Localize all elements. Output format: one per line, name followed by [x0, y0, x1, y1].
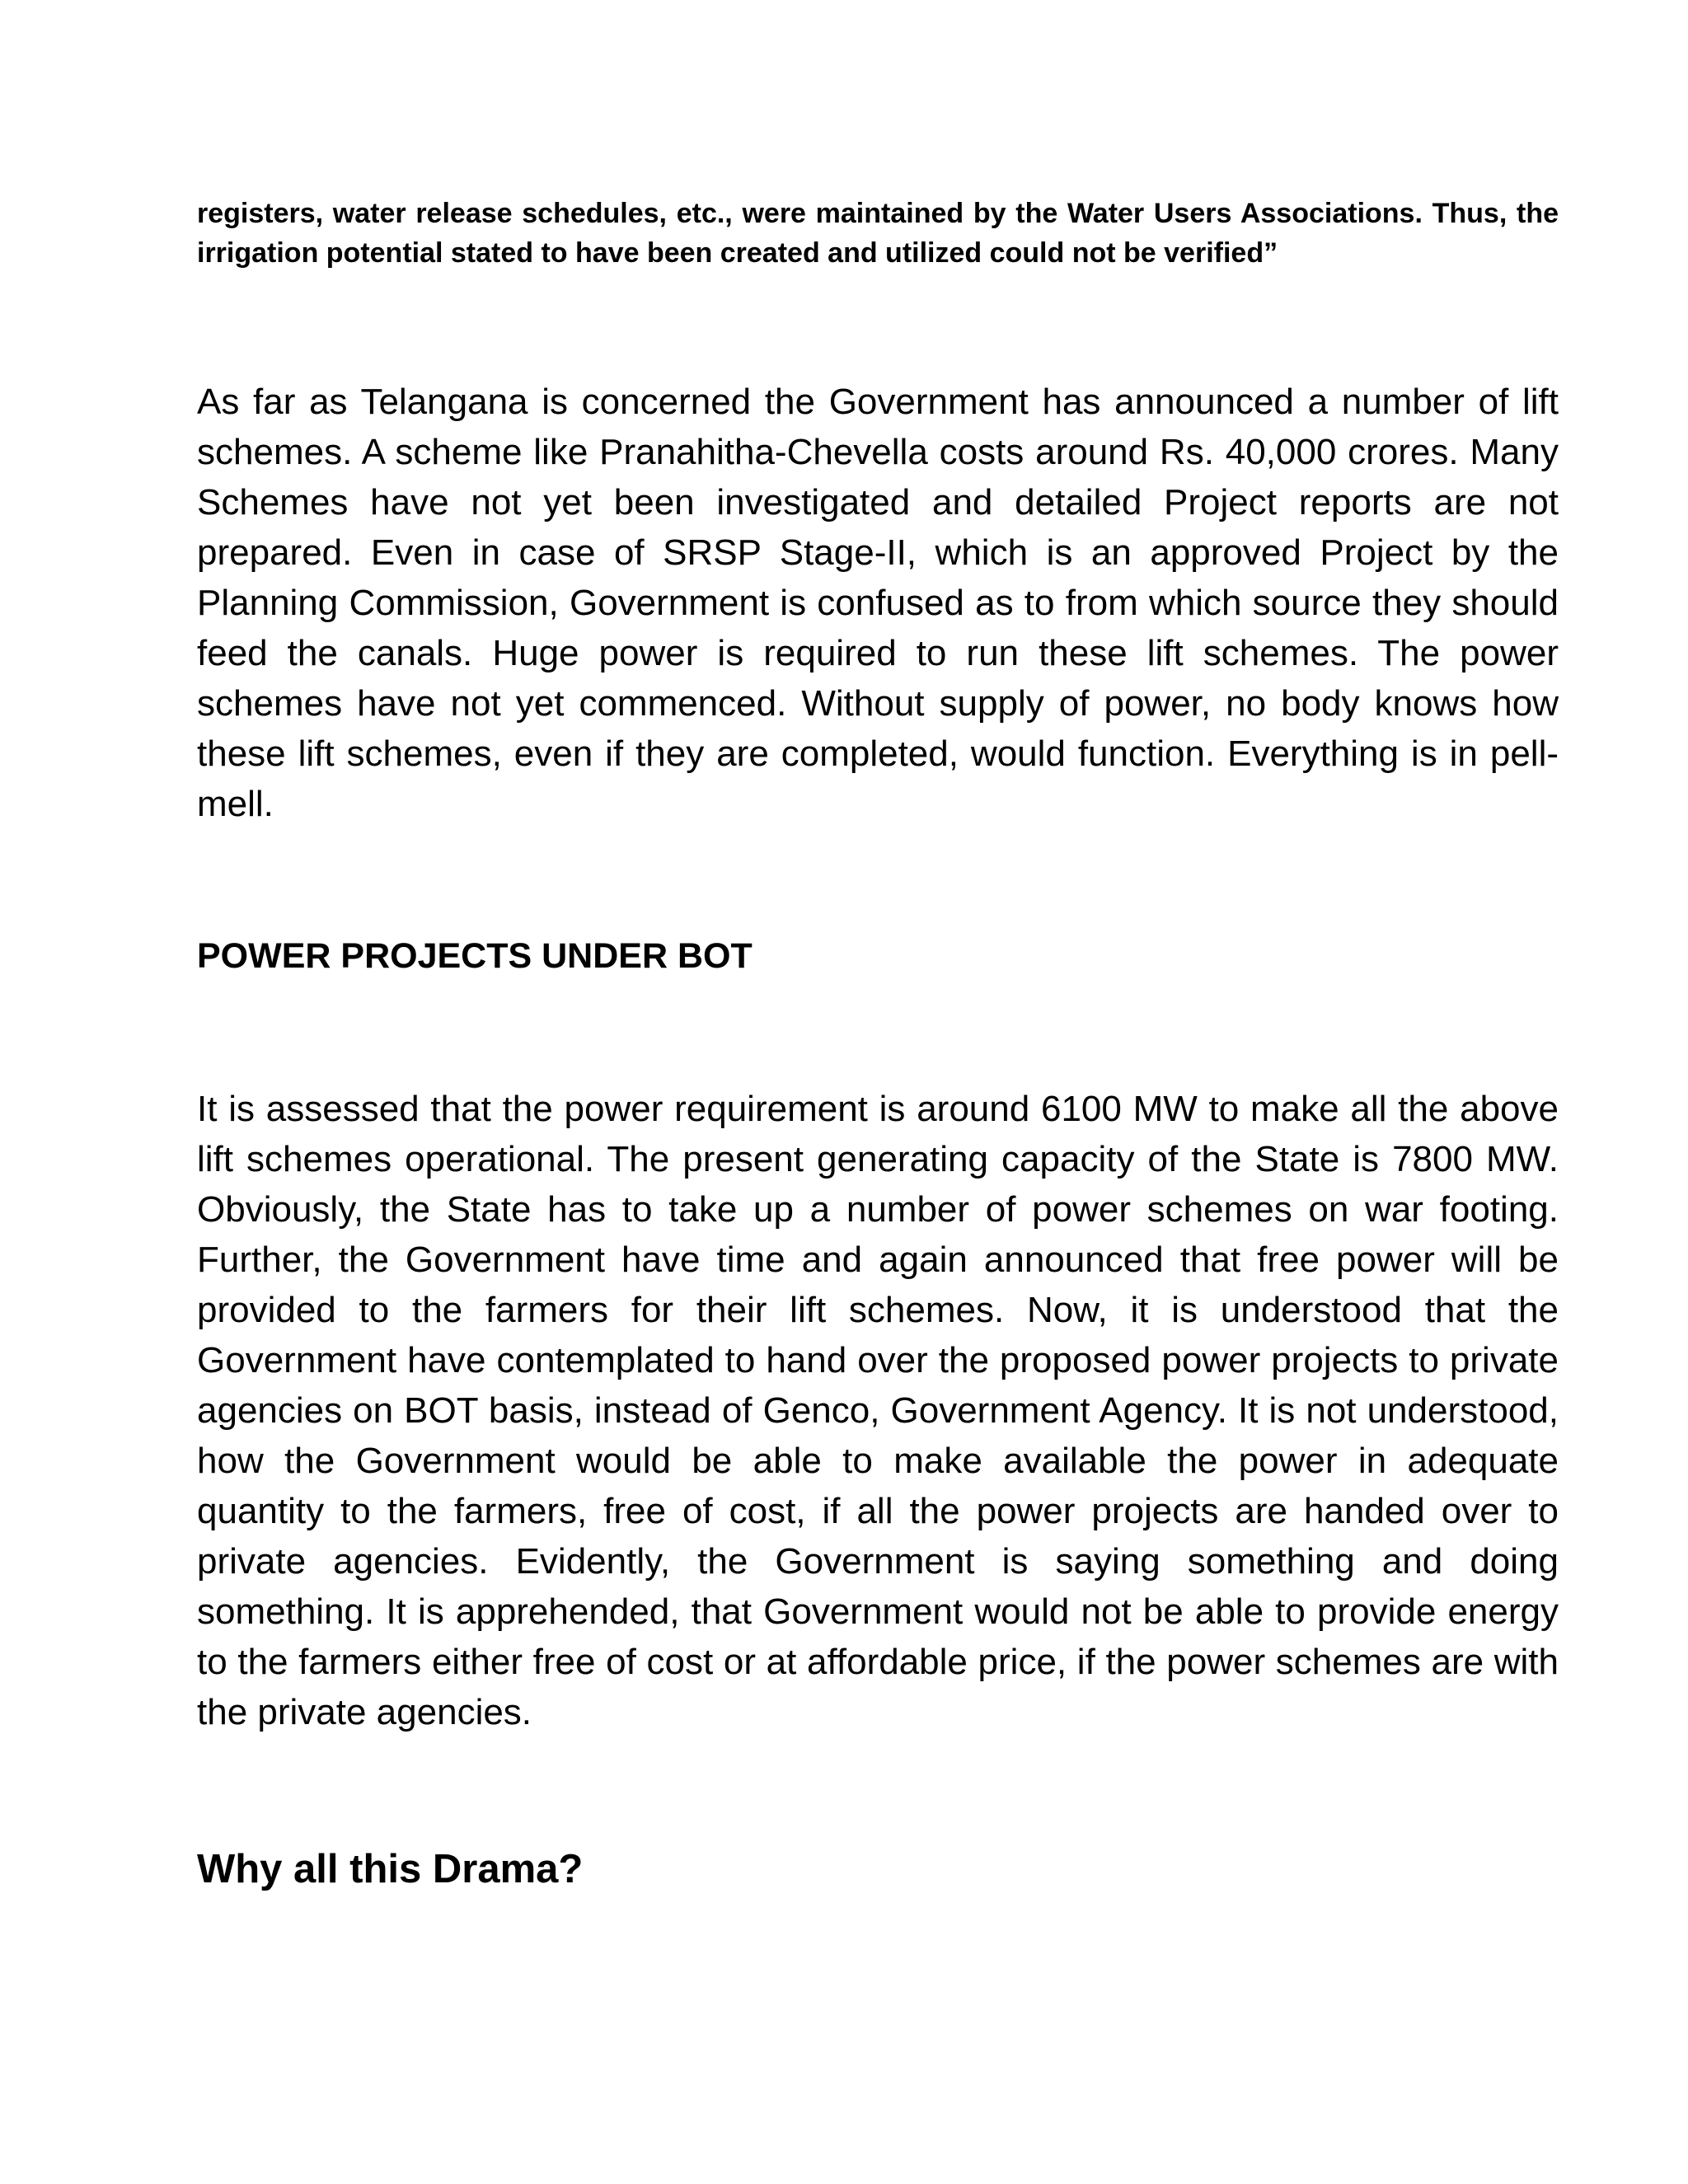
- power-requirement-paragraph: It is assessed that the power requirement is around 6100 MW to make all the above lift schemes operational. The present generating capacity of the State is 7800 MW. Obviously, the State has to take up a number of power schemes on war footing. Further, the Government have time and again announced that free power will be provided to the farmers for their lift schemes. Now, it is understood that the Government have contemplated to hand over the proposed power projects to private agencies on BOT basis, instead of Genco, Government Agency. It is not understood, how the Government would be able to make available the power in adequate quantity to the farmers, free of cost, if all the power projects are handed over to private agencies. Evidently, the Government is saying something and doing something. It is apprehended, that Government would not be able to provide energy to the farmers either free of cost or at affordable price, if the power schemes are with the private agencies.: [197, 1089, 1559, 1732]
- telangana-lift-schemes-paragraph: As far as Telangana is concerned the Government has announced a number of lift schemes. A scheme like Pranahitha-Chevella costs around Rs. 40,000 crores. Many Schemes have not yet been investigated and detailed Project reports are not prepared. Even in case of SRSP Stage-II, which is an approved Project by the Planning Commission, Government is confused as to from which source they should feed the canals. Huge power is required to run these lift schemes. The power schemes have not yet commenced. Without supply of power, no body knows how these lift schemes, even if they are completed, would function. Everything is in pell-mell.: [197, 382, 1559, 824]
- why-drama-heading: Why all this Drama?: [197, 1847, 584, 1891]
- audit-quote-text: registers, water release schedules, etc., were maintained by the Water Users Associations. Thus, the irrigation potential stated to have been created and utilized could not be verified”: [197, 198, 1559, 269]
- power-projects-heading: POWER PROJECTS UNDER BOT: [197, 936, 753, 976]
